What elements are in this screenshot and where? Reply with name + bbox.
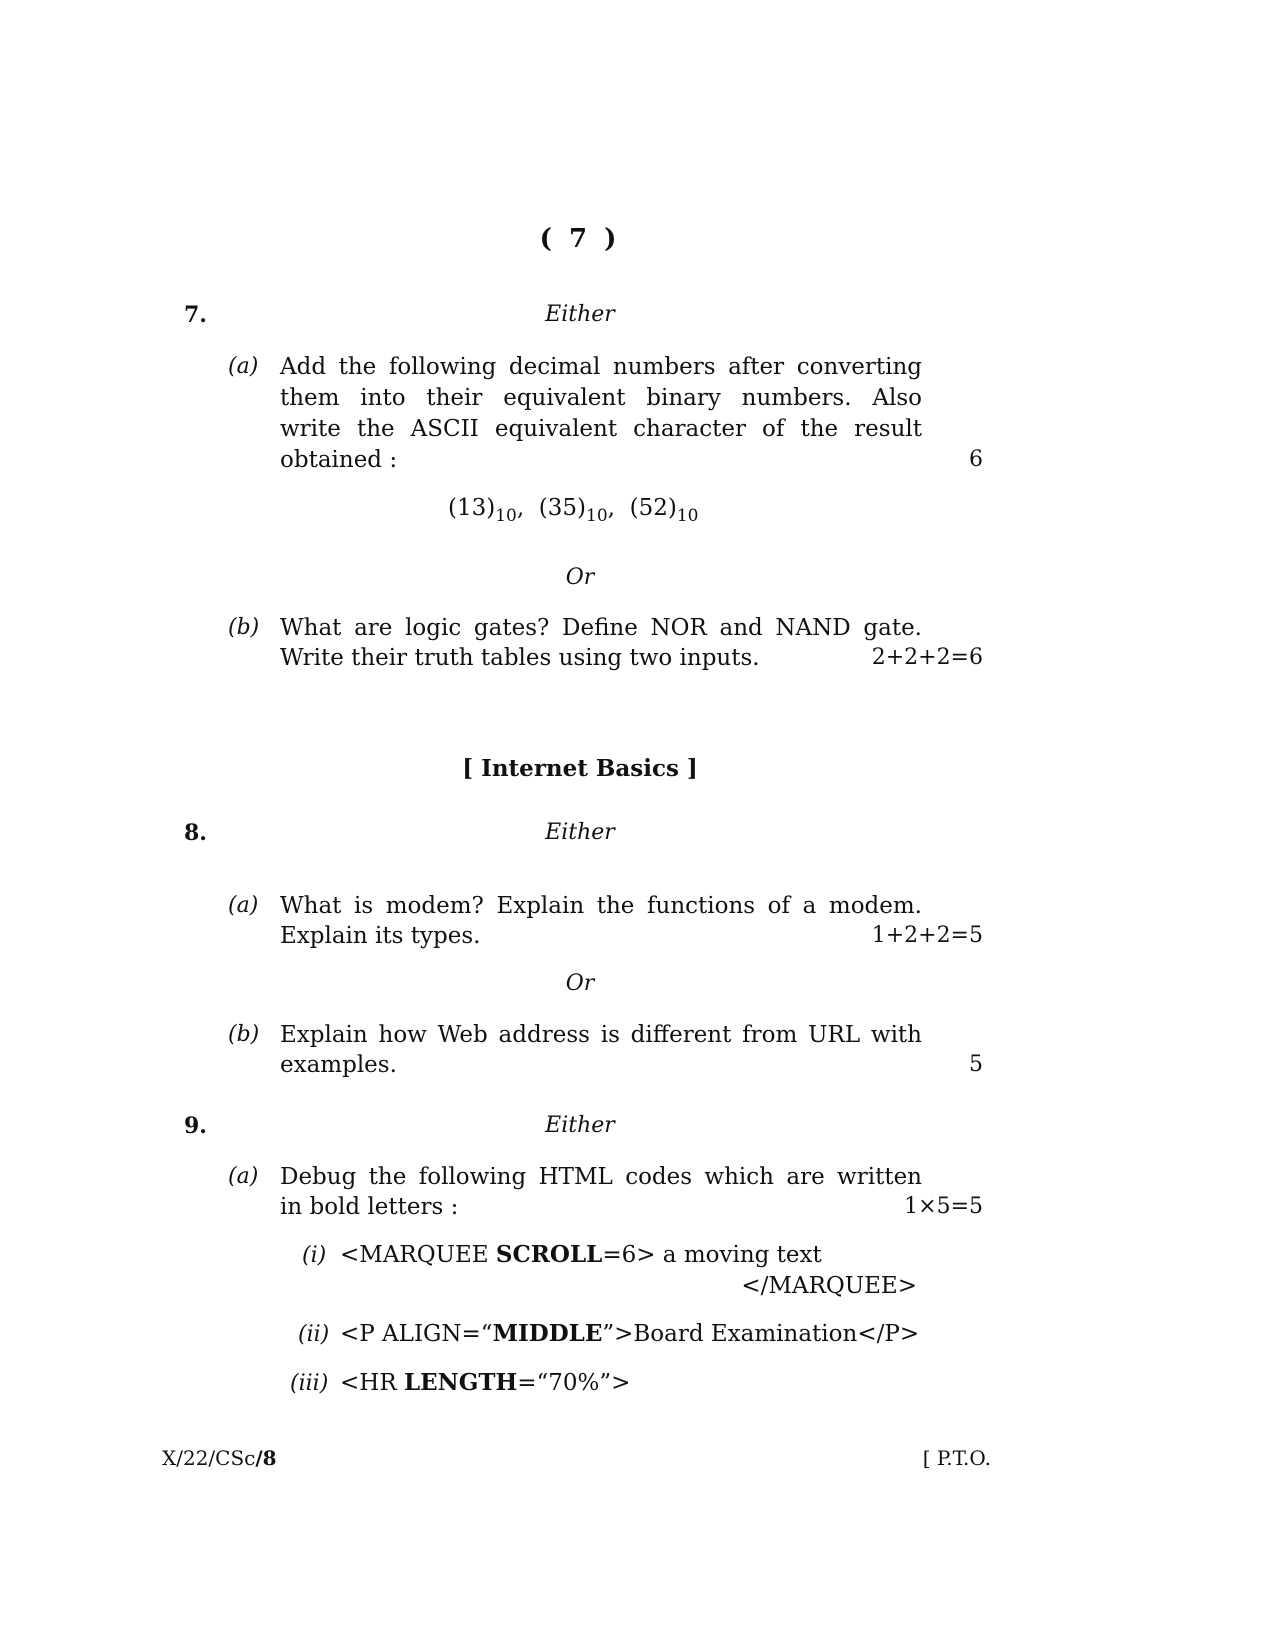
q7a-numbers: $(13)_{10}$, $(35)_{10}$, $(52)_{10}$ (448, 495, 699, 526)
question-7-either: Either (545, 302, 615, 327)
q7a-label: (a) (228, 354, 259, 379)
q9a-line-2: in bold letters : (280, 1194, 459, 1220)
question-9-number: 9. (184, 1113, 207, 1139)
number-2: $(35)_{10}$ (538, 495, 608, 526)
q8b-line-2: examples. (280, 1052, 397, 1078)
q7b-label: (b) (228, 615, 260, 640)
q8b-label: (b) (228, 1022, 260, 1047)
q9a-line-1: Debug the following HTML codes which are written (280, 1164, 922, 1190)
question-8-number: 8. (184, 820, 207, 846)
q8b-line-1: Explain how Web address is different from URL with (280, 1022, 922, 1048)
q8a-label: (a) (228, 893, 259, 918)
footer-paper-code: X/22/CSc/8 (162, 1446, 277, 1470)
page-number: ( 7 ) (539, 224, 621, 254)
q9a-item-i-continuation: </MARQUEE> (741, 1273, 917, 1299)
q7a-marks: 6 (969, 447, 983, 472)
q8-or: Or (565, 971, 595, 996)
q7b-line-2: Write their truth tables using two inputs. (280, 645, 760, 671)
q7a-line-2: them into their equivalent binary numbers. Also (280, 385, 922, 411)
q7-or: Or (565, 565, 595, 590)
number-1: $(13)_{10}$ (448, 495, 517, 526)
question-8-either: Either (545, 820, 615, 845)
q9a-item-i-label: (i) (302, 1243, 327, 1268)
question-9-either: Either (545, 1113, 615, 1138)
q9a-item-i-code: <MARQUEE SCROLL=6> a moving text (340, 1241, 822, 1268)
q7a-line-1: Add the following decimal numbers after converting (280, 354, 922, 380)
q9a-item-iii-label: (iii) (290, 1371, 329, 1396)
q8a-line-2: Explain its types. (280, 923, 481, 949)
q7a-line-4: obtained : (280, 447, 398, 473)
q8a-marks: 1+2+2=5 (871, 923, 983, 948)
q9a-item-ii-label: (ii) (298, 1322, 330, 1347)
q9a-label: (a) (228, 1164, 259, 1189)
section-heading: [ Internet Basics ] (462, 755, 698, 782)
q7a-line-3: write the ASCII equivalent character of the result (280, 416, 922, 442)
q9a-item-iii-code: <HR LENGTH=“70%”> (340, 1369, 631, 1396)
q7b-line-1: What are logic gates? Define NOR and NAND gate. (280, 615, 922, 641)
number-3: $(52)_{10}$ (629, 495, 699, 526)
footer-pto: [ P.T.O. (922, 1446, 991, 1470)
q8a-line-1: What is modem? Explain the functions of a modem. (280, 893, 922, 919)
q9a-marks: 1×5=5 (904, 1194, 983, 1219)
q7b-marks: 2+2+2=6 (871, 645, 983, 670)
q8b-marks: 5 (969, 1052, 983, 1077)
question-7-number: 7. (184, 302, 207, 328)
q9a-item-ii-code: <P ALIGN=“MIDDLE”>Board Examination</P> (340, 1320, 920, 1347)
